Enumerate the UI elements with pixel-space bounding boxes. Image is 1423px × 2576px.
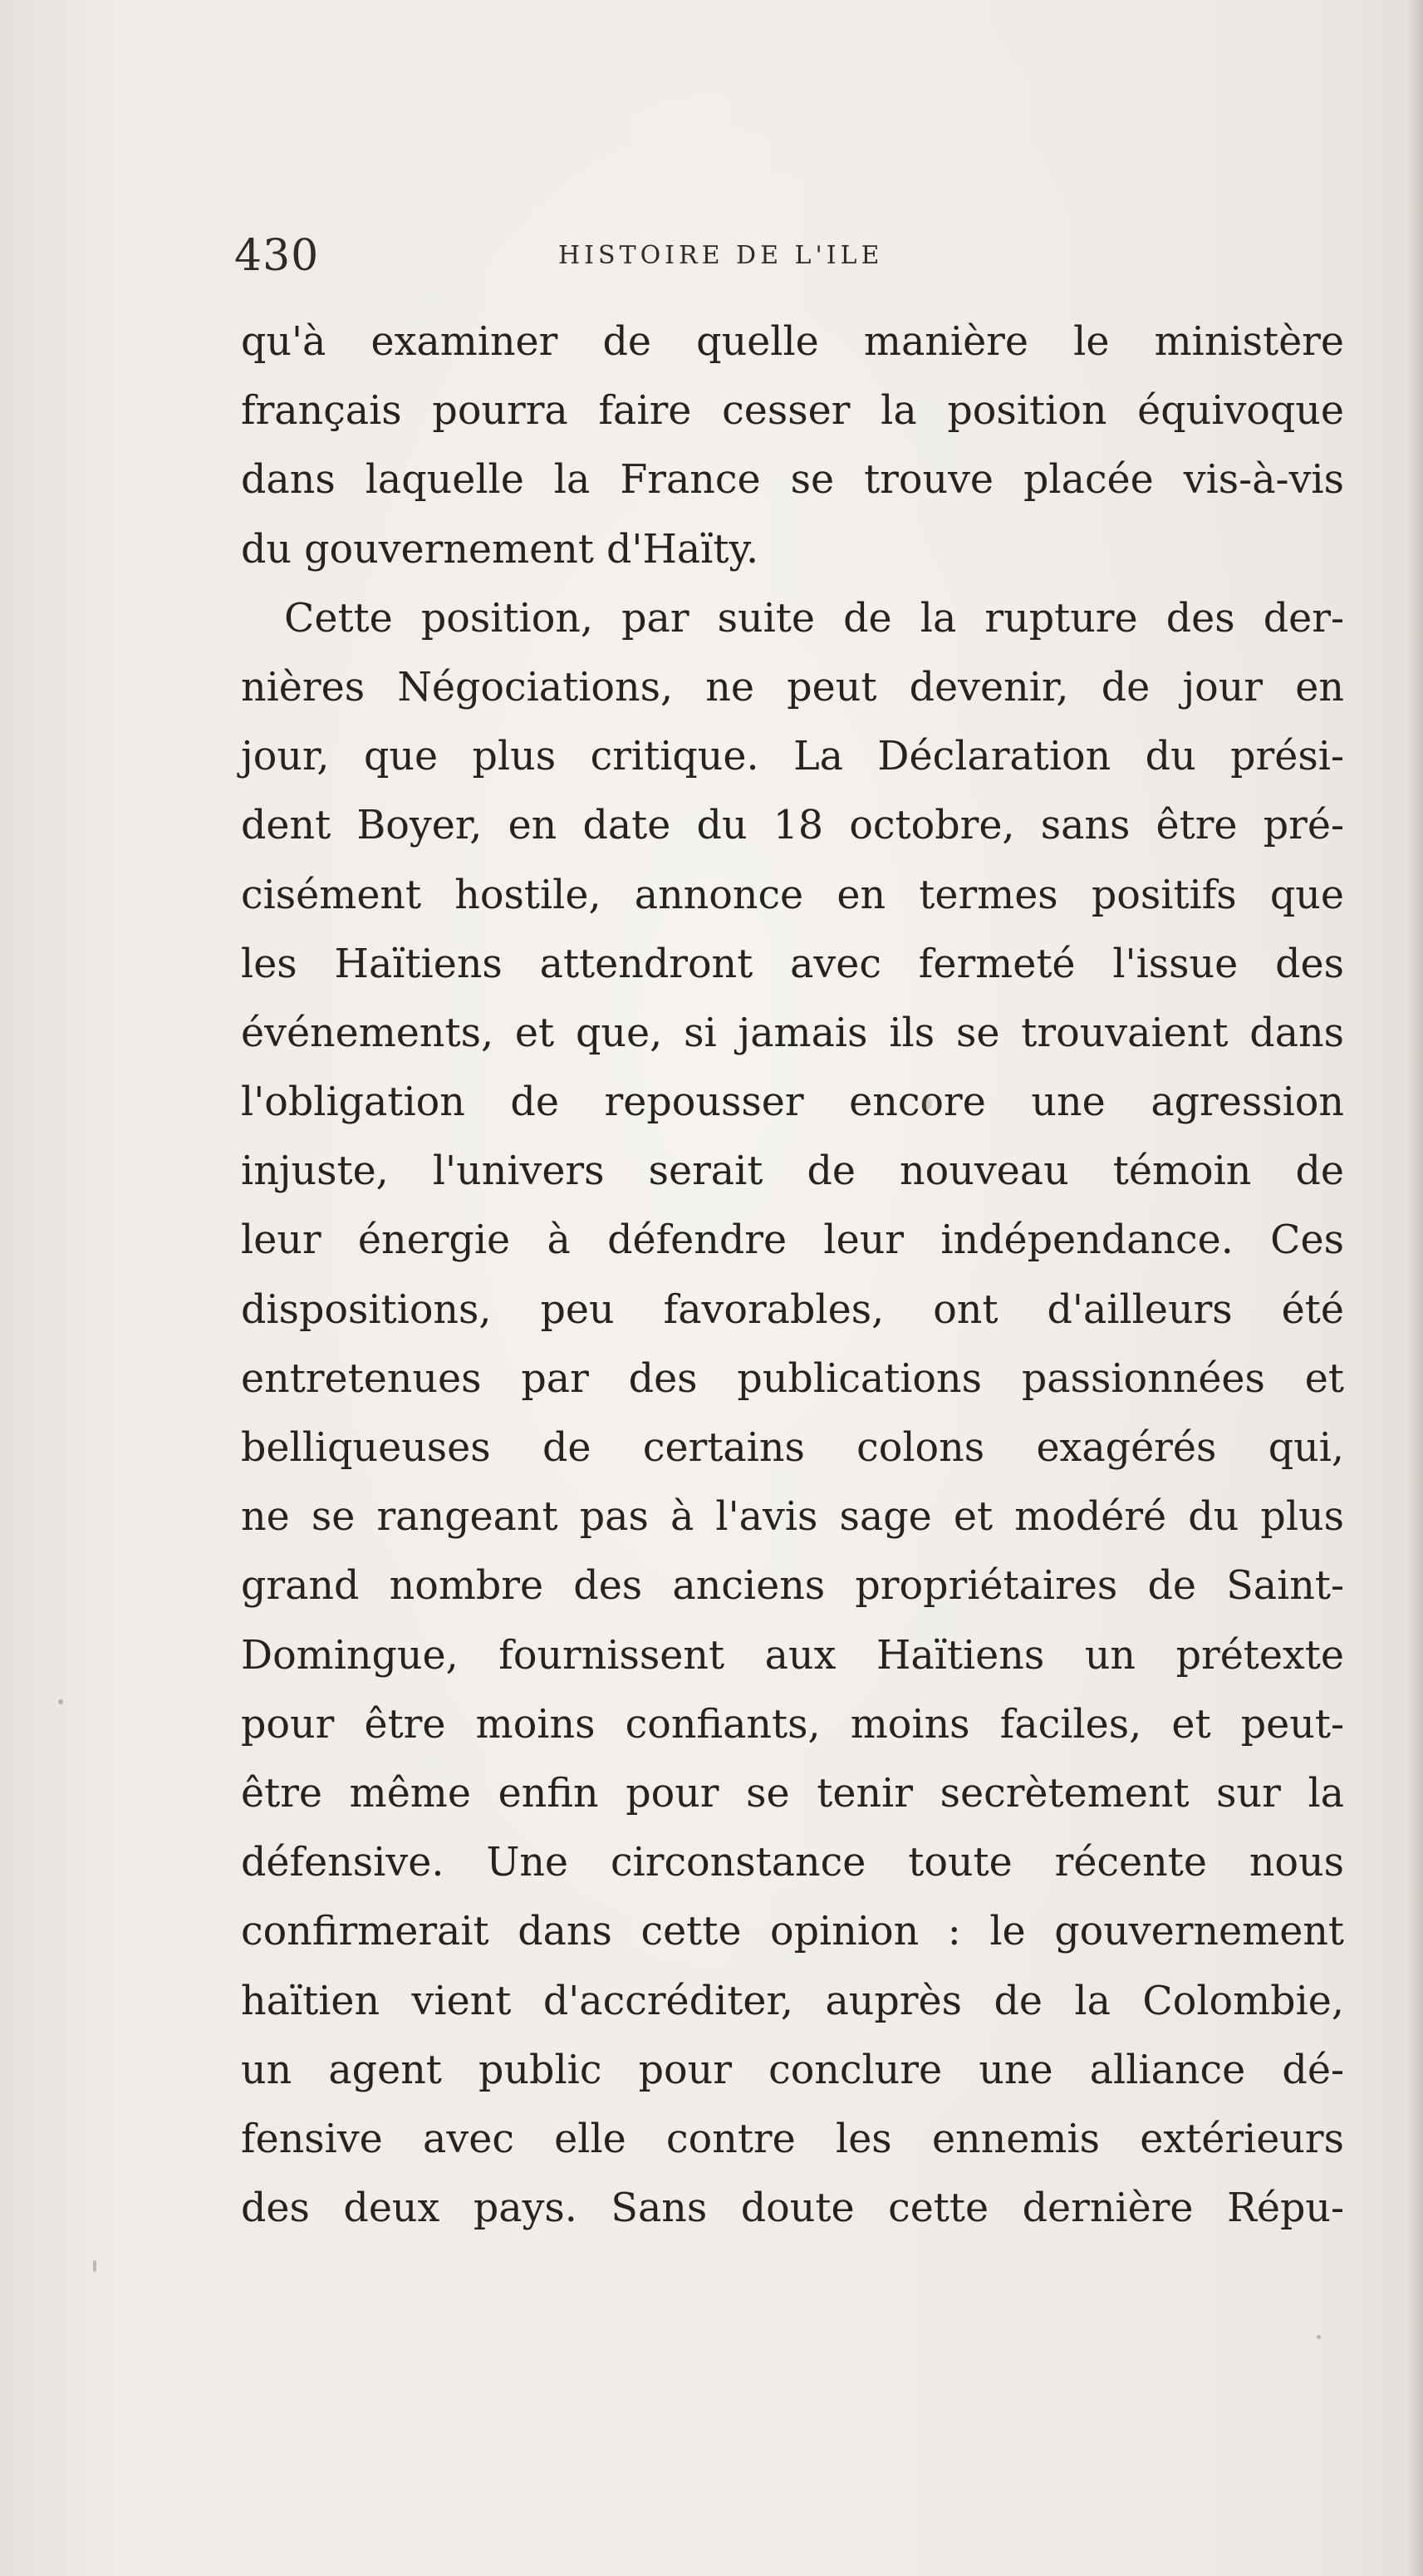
- text-line: ne se rangeant pas à l'avis sage et modéré du plus: [241, 1494, 1344, 1541]
- text-line: nières Négociations, ne peut devenir, de jour en: [241, 664, 1344, 710]
- text-line: confirmerait dans cette opinion : le gouvernement: [241, 1909, 1344, 1955]
- text-line: fensive avec elle contre les ennemis extérieurs: [241, 2116, 1344, 2162]
- text-line: dans laquelle la France se trouve placée vis-à-vis: [241, 457, 1344, 504]
- body-text: [241, 307, 1344, 2243]
- text-line: leur énergie à défendre leur indépendance. Ces: [241, 1217, 1344, 1264]
- text-line: injuste, l'univers serait de nouveau témoin de: [241, 1148, 1344, 1195]
- text-line: les Haïtiens attendront avec fermeté l'issue des: [241, 941, 1344, 987]
- paper-speck: [58, 1699, 63, 1704]
- text-line: dispositions, peu favorables, ont d'ailleurs été: [241, 1286, 1344, 1333]
- text-line: grand nombre des anciens propriétaires de Saint-: [241, 1563, 1344, 1610]
- text-line: entretenues par des publications passionnées et: [241, 1355, 1344, 1402]
- text-line: du gouvernement d'Haïty.: [241, 526, 759, 573]
- paper-speck: [922, 1097, 932, 1110]
- text-line: l'obligation de repousser encore une agression: [241, 1079, 1344, 1126]
- running-head: HISTOIRE DE L'ILE: [558, 241, 884, 270]
- text-line: être même enfin pour se tenir secrètement sur la: [241, 1770, 1344, 1816]
- text-line: défensive. Une circonstance toute récente nous: [241, 1840, 1344, 1886]
- text-line: belliqueuses de certains colons exagérés qui,: [241, 1425, 1344, 1471]
- text-line: Domingue, fournissent aux Haïtiens un prétexte: [241, 1632, 1344, 1679]
- text-line: dent Boyer, en date du 18 octobre, sans être pré-: [241, 803, 1344, 849]
- text-line: qu'à examiner de quelle manière le ministère: [241, 319, 1344, 365]
- page-number: 430: [234, 231, 320, 281]
- page-edge-shadow: [1408, 0, 1423, 2576]
- page-header: [234, 231, 1347, 289]
- text-line: pour être moins confiants, moins faciles, et peut-: [241, 1701, 1344, 1748]
- text-line: événements, et que, si jamais ils se trouvaient dans: [241, 1010, 1344, 1056]
- text-line: des deux pays. Sans doute cette dernière Répu-: [241, 2185, 1344, 2232]
- text-line: cisément hostile, annonce en termes positifs que: [241, 872, 1344, 918]
- text-line: haïtien vient d'accréditer, auprès de la Colombie,: [241, 1978, 1344, 2024]
- text-line: un agent public pour conclure une alliance dé-: [241, 2047, 1344, 2093]
- text-line: jour, que plus critique. La Déclaration du prési-: [241, 734, 1344, 780]
- paper-speck: [93, 2260, 96, 2272]
- paper-speck: [1317, 2335, 1321, 2339]
- text-line: français pourra faire cesser la position équivoque: [241, 388, 1344, 435]
- text-line: Cette position, par suite de la rupture des der-: [284, 595, 1344, 642]
